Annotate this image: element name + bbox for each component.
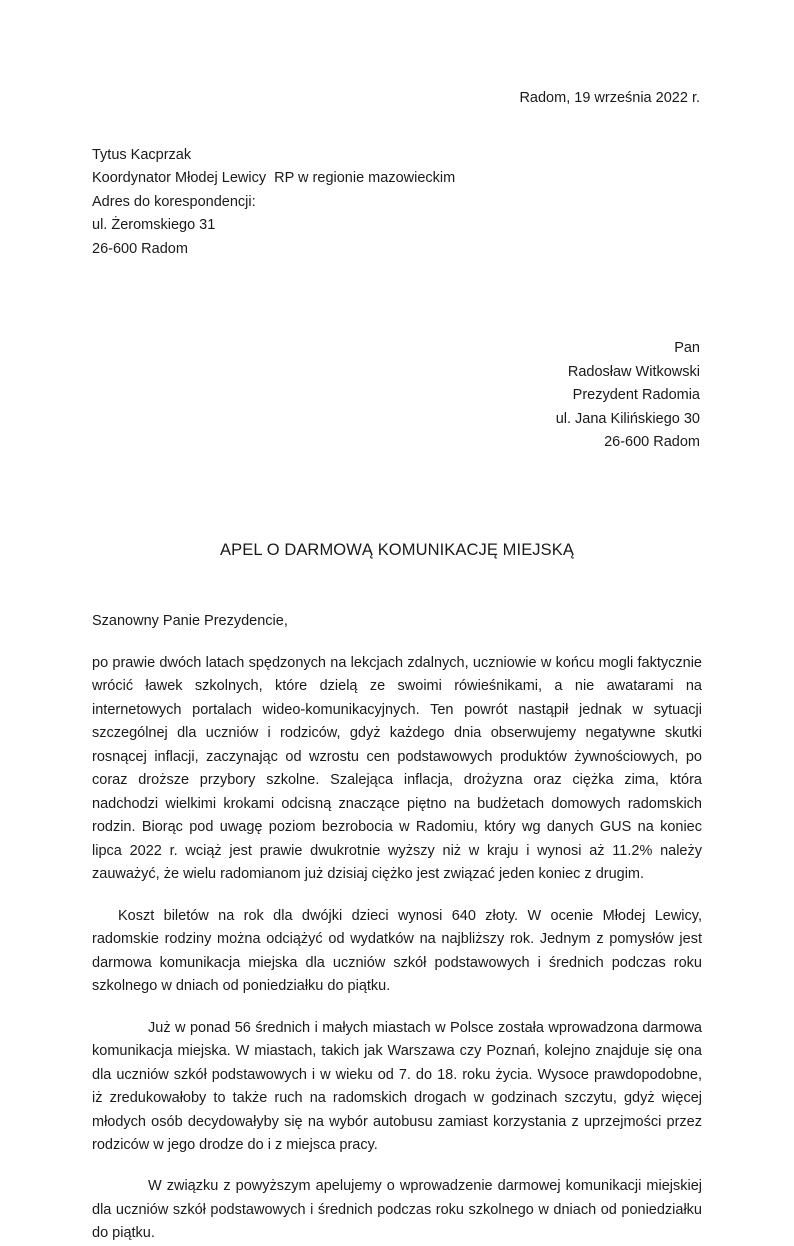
recipient-line-4: ul. Jana Kilińskiego 30 — [555, 410, 700, 427]
body-paragraph-3: Już w ponad 56 średnich i małych miastach w Polsce została wprowadzona darmowa komunikacja miejska. W miastach, takich jak Warszawa czy Poznań, kolejno znajduje się ona dla uczniów szkół podstawowych i w wieku od 7. do 18. roku życia. Wysoce prawdopodobne, iż zredukowałoby to także ruch na radomskich drogach w godzinach szczytu, gdyż więcej młodych osób decydowałyby się na wybór autobusu zamiast korzystania z uprzejmości przez rodziców w jego drodze do i z miejsca pracy. — [92, 1019, 702, 1153]
recipient-address-block — [92, 337, 702, 454]
recipient-line-5: 26-600 Radom — [604, 434, 700, 451]
recipient-line-1: Pan — [674, 340, 700, 357]
sender-line-1: Tytus Kacprzak — [92, 146, 192, 163]
sender-line-3: Adres do korespondencji: — [92, 193, 256, 210]
sender-address-block — [92, 144, 702, 261]
body-paragraph-4: W związku z powyższym apelujemy o wprowadzenie darmowej komunikacji miejskiej dla uczniów szkół podstawowych i średnich podczas roku szkolnego w dniach od poniedziałku do piątku. — [92, 1178, 702, 1242]
date-line: Radom, 19 września 2022 r. — [519, 90, 700, 106]
sender-line-5: 26-600 Radom — [92, 240, 188, 257]
page-title: APEL O DARMOWĄ KOMUNIKACJĘ MIEJSKĄ — [220, 540, 574, 559]
sender-line-2: Koordynator Młodej Lewicy RP w regionie mazowieckim — [92, 170, 456, 187]
salutation: Szanowny Panie Prezydencie, — [92, 612, 288, 629]
recipient-line-3: Prezydent Radomia — [572, 387, 700, 404]
recipient-line-2: Radosław Witkowski — [567, 363, 700, 380]
body-paragraph-1: po prawie dwóch latach spędzonych na lekcjach zdalnych, uczniowie w końcu mogli faktycznie wrócić ławek szkolnych, które dzielą ze swoimi rówieśnikami, a nie awatarami na internetowych portalach wideo-komunikacyjnych. Ten powrót nastąpił jednak w sytuacji szczególnej dla uczniów i rodziców, gdyż każdego dnia obserwujemy negatywne skutki rosnącej inflacji, zaczynając od wzrostu cen podstawowych produktów żywnościowych, po coraz droższe przybory szkolne. Szalejąca inflacja, drożyzna oraz ciężka zima, która nadchodzi wielkimi krokami odcisną znaczące piętno na budżetach domowych radomskich rodzin. Biorąc pod uwagę poziom bezrobocia w Radomiu, który wg danych GUS na koniec lipca 2022 r. wciąż jest prawie dwukrotnie wyższy niż w kraju i wynosi aż 11.2% należy zauważyć, że wielu radomianom już dzisiaj ciężko jest związać jeden koniec z drugim. — [92, 654, 702, 883]
body-paragraph-2: Koszt biletów na rok dla dwójki dzieci wynosi 640 złoty. W ocenie Młodej Lewicy, radomskie rodziny można odciążyć od wydatków na najbliższy rok. Jednym z pomysłów jest darmowa komunikacja miejska dla uczniów szkół podstawowych i średnich podczas roku szkolnego w dniach od poniedziałku do piątku. — [92, 907, 702, 995]
sender-line-4: ul. Żeromskiego 31 — [92, 217, 216, 234]
